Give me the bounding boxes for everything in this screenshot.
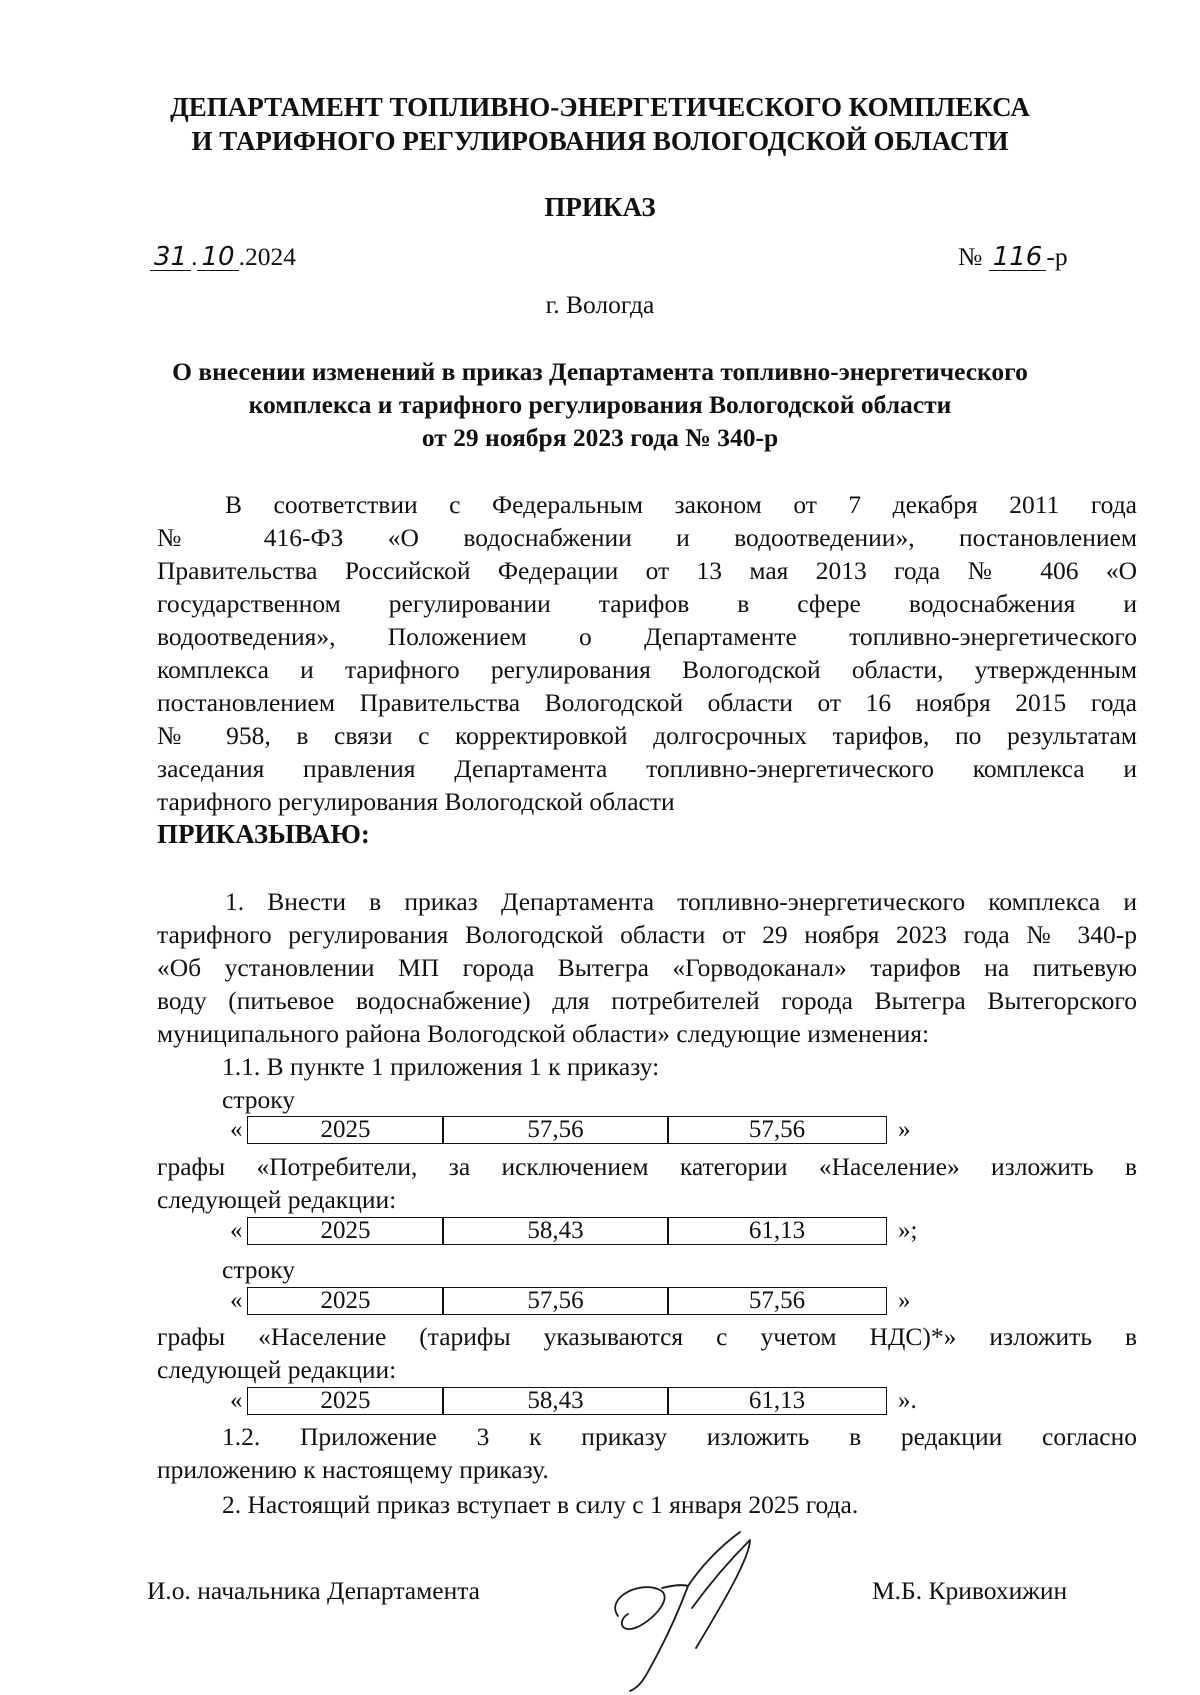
preamble-line-1: В соответствии с Федеральным законом от 7 декабря 2011 года xyxy=(225,490,1137,519)
date-month-handwritten: 10 xyxy=(197,244,238,271)
table-cell-year: 2025 xyxy=(247,1116,444,1144)
grafa2-line2: следующей редакции: xyxy=(157,1355,397,1384)
document-type: ПРИКАЗ xyxy=(544,192,656,222)
grafa1-line2: следующей редакции: xyxy=(157,1185,397,1214)
item1-line-1: 1. Внести в приказ Департамента топливно-энергетического комплекса и xyxy=(225,887,1137,916)
preamble-line-9: заседания правления Департамента топливно-энергетического комплекса и xyxy=(157,754,1137,783)
quote-close: » xyxy=(898,1116,911,1143)
signatory-position: И.о. начальника Департамента xyxy=(147,1576,480,1605)
item1-line-5: муниципального района Вологодской области» следующие изменения: xyxy=(157,1019,930,1048)
table-row xyxy=(230,1116,950,1146)
order-title-line3: от 29 ноября 2023 года № 340-р xyxy=(421,423,779,452)
table-cell-year: 2025 xyxy=(247,1287,444,1315)
department-name-line2: И ТАРИФНОГО РЕГУЛИРОВАНИЯ ВОЛОГОДСКОЙ ОБЛАСТИ xyxy=(191,126,1009,156)
preamble-line-4: государственном регулировании тарифов в сфере водоснабжения и xyxy=(157,589,1137,618)
table-cell-year: 2025 xyxy=(247,1387,444,1415)
item1-line-2: тарифного регулирования Вологодской области от 29 ноября 2023 года № 340-р xyxy=(157,920,1137,949)
date-day-handwritten: 31 xyxy=(150,244,191,271)
preamble-line-5: водоотведения», Положением о Департаменте топливно-энергетического xyxy=(157,622,1137,651)
item1-line-3: «Об установлении МП города Вытегра «Горводоканал» тарифов на питьевую xyxy=(157,953,1137,982)
number-suffix: -р xyxy=(1046,242,1068,271)
grafa2-line1: графы «Население (тарифы указываются с учетом НДС)*» изложить в xyxy=(157,1322,1137,1351)
quote-close: ». xyxy=(898,1387,917,1414)
table-cell-year: 2025 xyxy=(247,1217,444,1245)
preamble-line-8: № 958, в связи с корректировкой долгосрочных тарифов, по результатам xyxy=(157,721,1137,750)
preamble-line-6: комплекса и тарифного регулирования Вологодской области, утвержденным xyxy=(157,655,1137,684)
order-title-line2: комплекса и тарифного регулирования Вологодской области xyxy=(248,390,952,419)
preamble-line-3: Правительства Российской Федерации от 13 мая 2013 года № 406 «О xyxy=(157,556,1137,585)
table-cell-value1: 57,56 xyxy=(442,1287,669,1315)
number-sign: № xyxy=(958,242,983,271)
order-number xyxy=(958,240,1068,273)
city: г. Вологда xyxy=(545,290,655,319)
table-row xyxy=(230,1217,950,1247)
table-cell-value1: 58,43 xyxy=(442,1387,669,1415)
table-cell-value1: 57,56 xyxy=(442,1116,669,1144)
quote-open: « xyxy=(230,1217,243,1244)
item1-line-4: воду (питьевое водоснабжение) для потребителей города Вытегра Вытегорского xyxy=(157,986,1137,1015)
stroku-label-2: строку xyxy=(222,1255,296,1284)
order-date: 31 . 10 .2024 xyxy=(150,240,296,273)
order-title-line1: О внесении изменений в приказ Департамента топливно-энергетического xyxy=(172,357,1028,386)
table-row xyxy=(230,1287,950,1317)
table-cell-value2: 61,13 xyxy=(667,1387,887,1415)
stroku-label-1: строку xyxy=(222,1085,296,1114)
item1-1-intro: 1.1. В пункте 1 приложения 1 к приказу: xyxy=(222,1052,660,1081)
department-name-line1: ДЕПАРТАМЕНТ ТОПЛИВНО-ЭНЕРГЕТИЧЕСКОГО КОМПЛЕКСА xyxy=(170,92,1030,122)
date-year: .2024 xyxy=(238,242,296,271)
preamble-line-7: постановлением Правительства Вологодской области от 16 ноября 2015 года xyxy=(157,688,1137,717)
quote-open: « xyxy=(230,1387,243,1414)
preamble-line-10: тарифного регулирования Вологодской области xyxy=(157,787,675,816)
grafa1-line1: графы «Потребители, за исключением категории «Население» изложить в xyxy=(157,1152,1137,1181)
table-row xyxy=(230,1387,950,1417)
table-cell-value2: 61,13 xyxy=(667,1217,887,1245)
quote-close: »; xyxy=(898,1217,918,1244)
table-cell-value2: 57,56 xyxy=(667,1116,887,1144)
table-cell-value2: 57,56 xyxy=(667,1287,887,1315)
table-cell-value1: 58,43 xyxy=(442,1217,669,1245)
preamble-line-2: № 416-ФЗ «О водоснабжении и водоотведении», постановлением xyxy=(157,523,1137,552)
quote-close: » xyxy=(898,1287,911,1314)
signatory-name: М.Б. Кривохижин xyxy=(872,1576,1068,1605)
item2: 2. Настоящий приказ вступает в силу с 1 января 2025 года. xyxy=(222,1490,859,1519)
order-word: ПРИКАЗЫВАЮ: xyxy=(157,819,370,849)
handwritten-signature xyxy=(600,1528,780,1693)
item1-2-line2: приложению к настоящему приказу. xyxy=(157,1455,549,1484)
item1-2-line1: 1.2. Приложение 3 к приказу изложить в редакции согласно xyxy=(222,1422,1137,1451)
quote-open: « xyxy=(230,1287,243,1314)
number-value-handwritten: 116 xyxy=(989,244,1047,271)
quote-open: « xyxy=(230,1116,243,1143)
